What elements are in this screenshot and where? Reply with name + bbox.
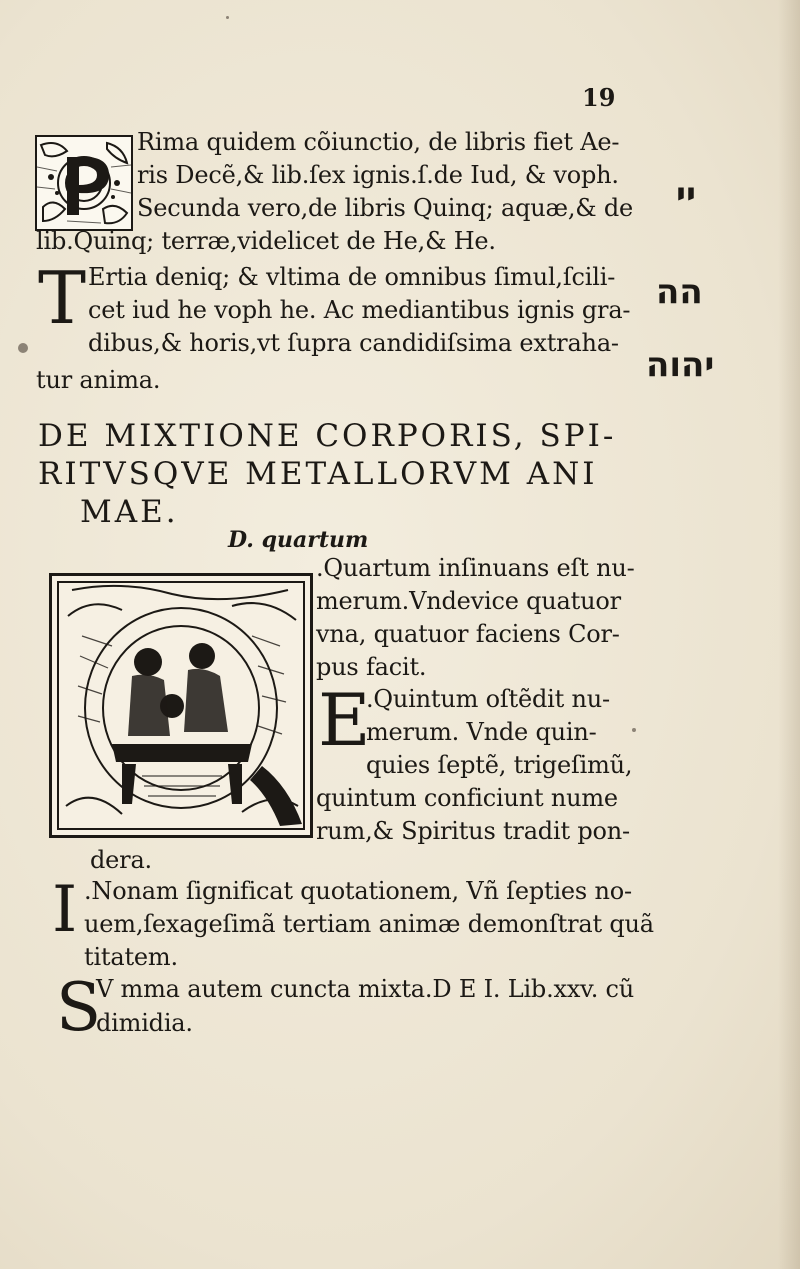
woodcut-initial-p — [35, 135, 133, 231]
p4-line-1: .Quintum oſtẽdit nu- — [366, 685, 610, 713]
p3-line-2: merum.Vndevice quatuor — [316, 587, 621, 615]
p3-line-3: vna, quatuor faciens Cor- — [316, 620, 620, 648]
p4-line-5: rum,& Spiritus tradit pon- — [316, 817, 630, 845]
margin-hebrew-1: יי — [676, 175, 697, 215]
p2-line-1: Ertia deniq; & vltima de omnibus ſimul,ſcili- — [88, 263, 616, 291]
p6-line-1: V mma autem cuncta mixta.D E I. Lib.xxv. cũ — [96, 975, 635, 1003]
initial-i: I — [52, 873, 78, 947]
p4-line-2: merum. Vnde quin- — [366, 718, 597, 746]
p5-line-3: titatem. — [84, 943, 178, 971]
p5-line-2: uem,ſexageſimã tertiam animæ demonſtrat quã — [84, 910, 654, 938]
ink-speck — [226, 16, 229, 19]
woodcut-q-illustration-icon — [52, 576, 310, 835]
p6-line-2: dimidia. — [96, 1009, 193, 1037]
ink-speck — [632, 728, 636, 732]
margin-hebrew-2: הה — [656, 272, 703, 312]
heading-line-1: DE MIXTIONE CORPORIS, SPI- — [38, 418, 617, 454]
p1-line-1: Rima quidem cõiunctio, de libris fiet Ae- — [137, 128, 620, 156]
p4-line-6: dera. — [90, 846, 152, 874]
ink-dot — [18, 343, 28, 353]
p2-line-3: dibus,& horis,vt ſupra candidiſsima extraha- — [88, 329, 619, 357]
page-edge-shadow — [778, 0, 800, 1269]
heading-line-3: MAE. — [80, 494, 179, 530]
p4-line-3: quies ſeptẽ, trigeſimũ, — [366, 751, 633, 779]
p3-line-4: pus facit. — [316, 653, 427, 681]
p1-line-3: Secunda vero,de libris Quinq; aquæ,& de — [137, 194, 634, 222]
p2-line-4: tur anima. — [36, 366, 161, 394]
handwritten-annotation: D. quartum — [228, 527, 369, 553]
margin-hebrew-3: יהוה — [646, 345, 715, 385]
initial-s: S — [56, 969, 102, 1046]
p4-line-4: quintum conficiunt nume — [316, 784, 618, 812]
p2-line-2: cet iud he voph he. Ac mediantibus ignis gra- — [88, 296, 631, 324]
initial-e: E — [318, 678, 371, 762]
p5-line-1: .Nonam ſignificat quotationem, Vñ ſepties no- — [84, 877, 632, 905]
initial-t: T — [38, 256, 87, 340]
p3-line-1: .Quartum inſinuans eſt nu- — [316, 554, 635, 582]
p1-line-2: ris Decẽ,& lib.ſex ignis.ſ.de Iud, & voph. — [137, 161, 619, 189]
p1-line-4: lib.Quinq; terræ,videlicet de He,& He. — [36, 227, 496, 255]
page-number: 19 — [582, 83, 616, 112]
woodcut-p-illustration-icon — [37, 137, 131, 229]
woodcut-initial-q — [49, 573, 313, 838]
heading-line-2: RITVSQVE METALLORVM ANI — [38, 456, 598, 492]
